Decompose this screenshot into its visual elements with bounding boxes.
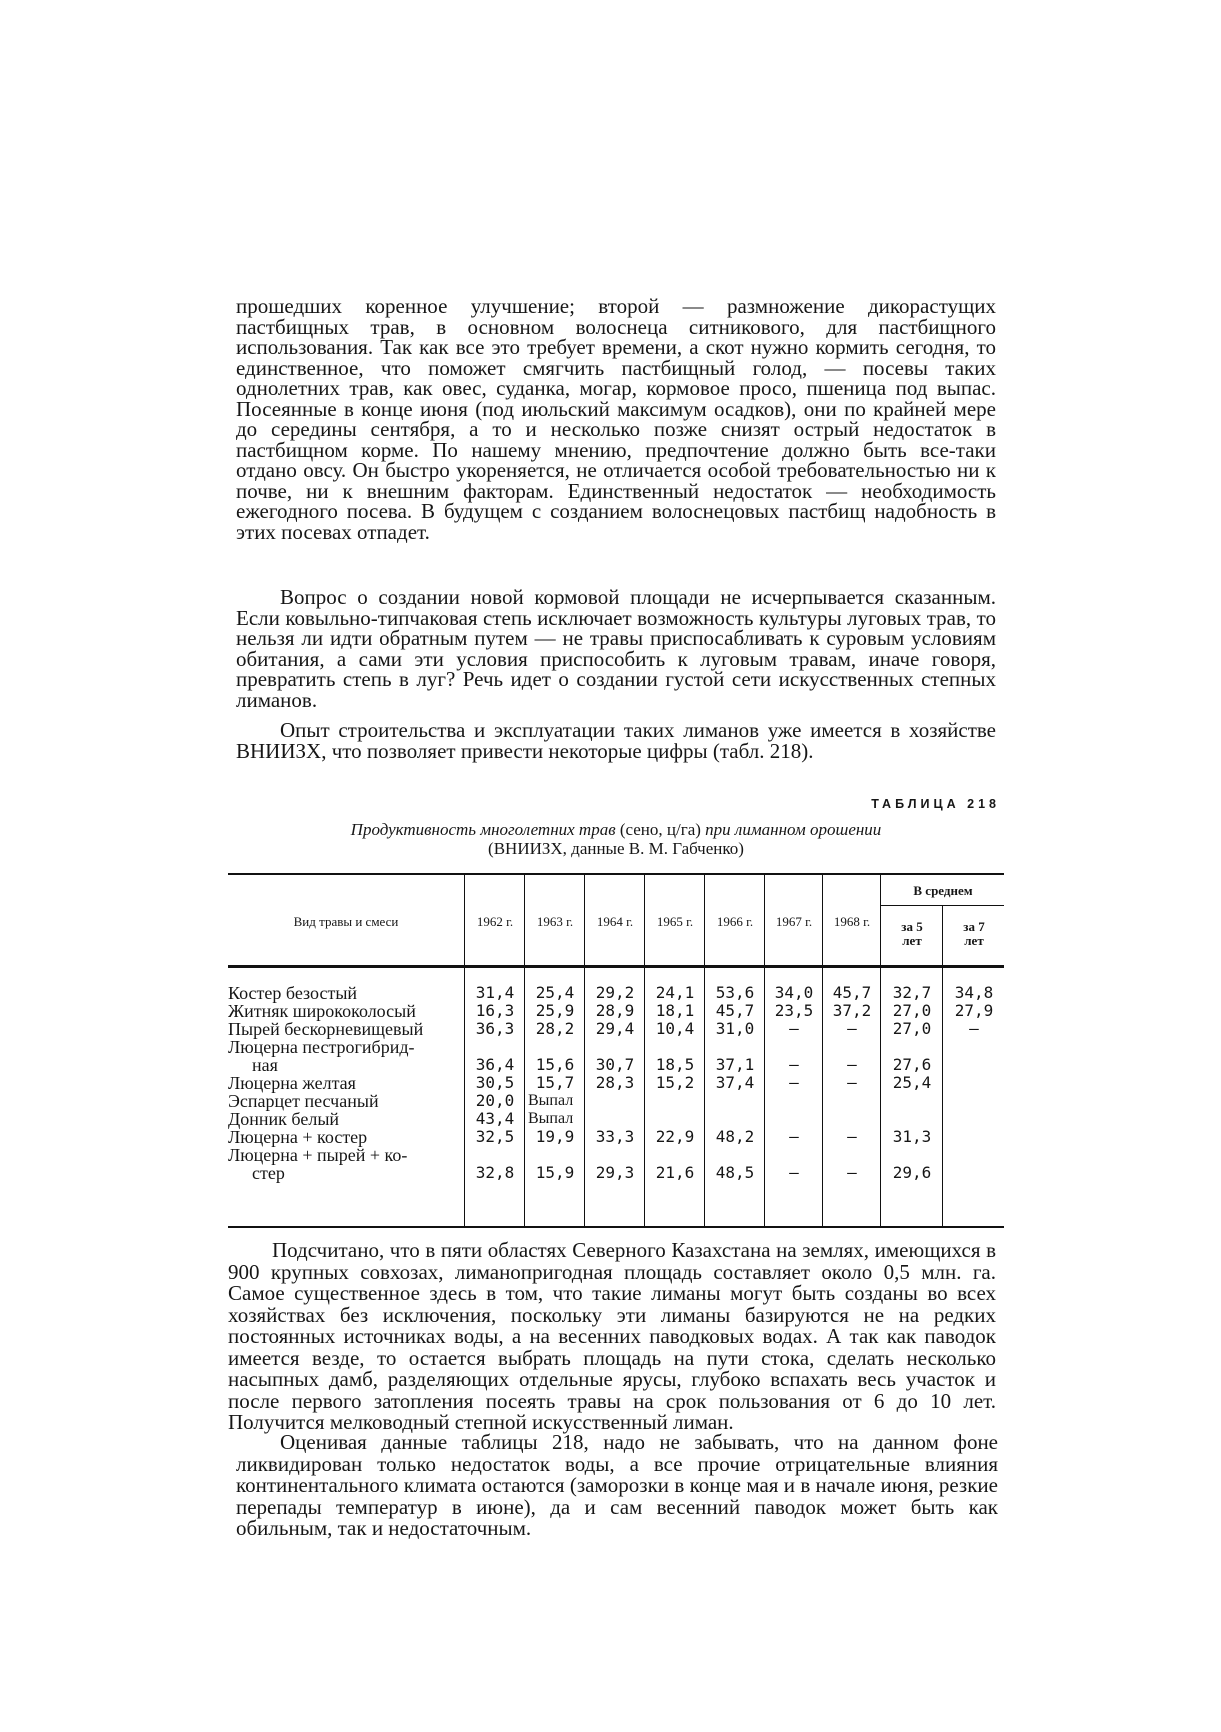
table-cell: 21,6 xyxy=(655,1163,695,1182)
row-name-text: Костер безостый xyxy=(228,983,358,1003)
row-name-text: Эспарцет песчаный xyxy=(228,1091,379,1111)
table-cell: 16,3 xyxy=(475,1001,515,1020)
table-cell: 25,4 xyxy=(892,1073,932,1092)
table-cell: 29,3 xyxy=(595,1163,635,1182)
table-cell: 48,5 xyxy=(715,1163,755,1182)
row-name xyxy=(228,1092,458,1110)
table-cell: 10,4 xyxy=(655,1019,695,1038)
table-cell: — xyxy=(847,1073,857,1092)
table-cell: 29,2 xyxy=(595,983,635,1002)
row-name-text: Люцерна + костер xyxy=(228,1127,368,1147)
table-cell: 30,7 xyxy=(595,1055,635,1074)
table-cell: 25,4 xyxy=(535,983,575,1002)
paragraph-1: прошедших коренное улучшение; второй — размножение дикорастущих пастбищных трав, в основном волоснеца ситникового, для пастбищного использования. Так как все это требует времени, а скот нужно кормить сегодня, то единственное, что поможет смягчить пастбищный голод, — посевы таких однолетних трав, как овес, суданка, могар, кормовое просо, пшеница под выпас. Посеянные в конце июня (под июльский максимум осадков), они по крайней мере до середины сентября, а то и несколько позже снизят острый недостаток в пастбищном корме. По нашему мнению, предпочтение должно быть все-таки отдано овсу. Он быстро укореняется, не отличается особой требовательностью ни к почве, ни к внешним факторам. Единственный недостаток — необходимость ежегодного посева. В будущем с созданием волоснецовых пастбищ надобность в этих посевах отпадет. xyxy=(236,294,996,544)
table-cell: 48,2 xyxy=(715,1127,755,1146)
col-line xyxy=(942,905,943,1228)
table-cell: Выпал xyxy=(528,1092,574,1109)
table-caption xyxy=(236,820,996,858)
table-cell: — xyxy=(789,1127,799,1146)
table-cell: 37,2 xyxy=(832,1001,872,1020)
header-1967: 1967 г. xyxy=(775,914,813,929)
row-name xyxy=(228,984,458,1002)
table-top-rule xyxy=(228,873,1004,875)
table-cell: 32,8 xyxy=(475,1163,515,1182)
table-cell: 27,0 xyxy=(892,1001,932,1020)
header-1965: 1965 г. xyxy=(656,914,694,929)
paragraph-2: Вопрос о создании новой кормовой площади не исчерпывается сказанным. Если ковыльно-типчаковая степь исключает возможность культуры луговых трав, то нельзя ли идти обратным путем — не травы приспосабливать к суровым условиям обитания, а сами эти условия приспособить к луговым травам, иначе говоря, превратить степь в луг? Речь идет о создании густой сети искусственных степных лиманов. xyxy=(236,585,996,712)
table-cell: 34,8 xyxy=(954,983,994,1002)
paragraph-3: Опыт строительства и эксплуатации таких лиманов уже имеется в хозяйстве ВНИИЗХ, что позволяет привести некоторые цифры (табл. 218). xyxy=(236,718,996,763)
row-name xyxy=(228,1038,458,1074)
table-cell: 34,0 xyxy=(774,983,814,1002)
table-cell: 28,2 xyxy=(535,1019,575,1038)
row-name xyxy=(228,1002,458,1020)
table-cell: 18,1 xyxy=(655,1001,695,1020)
row-name xyxy=(228,1110,458,1128)
table-cell: 25,9 xyxy=(535,1001,575,1020)
table-header-rule xyxy=(228,965,1004,968)
table-cell: 22,9 xyxy=(655,1127,695,1146)
table-cell: 37,1 xyxy=(715,1055,755,1074)
table-cell: — xyxy=(847,1163,857,1182)
header-avg5-line1: за 5 xyxy=(901,919,923,934)
caption-italic-2: при лиманном орошении xyxy=(705,820,882,839)
table-cell: 31,4 xyxy=(475,983,515,1002)
row-name-continuation: ная xyxy=(252,1055,278,1075)
table-cell: 28,9 xyxy=(595,1001,635,1020)
table-cell: 31,0 xyxy=(715,1019,755,1038)
paragraph-4: Подсчитано, что в пяти областях Северного Казахстана на землях, имеющихся в 900 крупных совхозах, лиманопригодная площадь составляет около 0,5 млн. га. Самое существенное здесь в том, что такие лиманы могут быть созданы во всех хозяйствах без исключения, поскольку эти лиманы базируются не на редких постоянных источниках воды, а на весенних паводковых водах. А так как паводок имеется везде, то остается выбрать площадь на пути стока, сделать несколько насыпных дамб, разделяющих отдельные ярусы, глубоко вспахать весь участок и после первого затопления посеять травы на срок пользования от 6 до 10 лет. Получится мелководный степной искусственный лиман. xyxy=(228,1238,996,1434)
data-table xyxy=(228,873,1004,1228)
table-cell: 32,7 xyxy=(892,983,932,1002)
table-cell: — xyxy=(847,1019,857,1038)
table-cell: 32,5 xyxy=(475,1127,515,1146)
row-name-text: Люцерна пестрогибрид- xyxy=(228,1037,415,1057)
header-avg5-line2: лет xyxy=(902,933,922,948)
row-name xyxy=(228,1146,458,1182)
table-cell: — xyxy=(847,1127,857,1146)
table-cell: 29,4 xyxy=(595,1019,635,1038)
row-name xyxy=(228,1128,458,1146)
table-cell: 15,9 xyxy=(535,1163,575,1182)
header-1966: 1966 г. xyxy=(716,914,754,929)
table-cell: 24,1 xyxy=(655,983,695,1002)
table-cell: 53,6 xyxy=(715,983,755,1002)
row-name-text: Люцерна + пырей + ко- xyxy=(228,1145,408,1165)
table-cell: 15,6 xyxy=(535,1055,575,1074)
table-cell: 36,3 xyxy=(475,1019,515,1038)
row-name-continuation: стер xyxy=(252,1163,285,1183)
header-average: В среднем xyxy=(913,883,973,898)
table-cell: — xyxy=(847,1055,857,1074)
table-cell: 45,7 xyxy=(715,1001,755,1020)
table-cell: 37,4 xyxy=(715,1073,755,1092)
table-label: ТАБЛИЦА 218 xyxy=(871,797,1000,811)
caption-italic-1: Продуктивность многолетних трав xyxy=(350,820,616,839)
table-cell: 28,3 xyxy=(595,1073,635,1092)
table-cell: 15,7 xyxy=(535,1073,575,1092)
table-cell: 20,0 xyxy=(475,1091,515,1110)
table-cell: 27,0 xyxy=(892,1019,932,1038)
row-name-text: Житняк ширококолосый xyxy=(228,1001,416,1021)
table-cell: 45,7 xyxy=(832,983,872,1002)
table-cell: — xyxy=(789,1163,799,1182)
table-cell: Выпал xyxy=(528,1110,574,1127)
table-cell: 23,5 xyxy=(774,1001,814,1020)
table-cell: 30,5 xyxy=(475,1073,515,1092)
paragraph-5: Оценивая данные таблицы 218, надо не забывать, что на данном фоне ликвидирован только недостаток воды, а все прочие отрицательные влияния континентального климата остаются (заморозки в конце мая и в начале июня, резкие перепады температур в июне), да и сам весенний паводок может быть как обильным, так и недостаточным. xyxy=(236,1430,998,1540)
header-1964: 1964 г. xyxy=(596,914,634,929)
table-cell: 27,6 xyxy=(892,1055,932,1074)
header-1968: 1968 г. xyxy=(833,914,871,929)
header-avg7-line2: лет xyxy=(964,933,984,948)
table-cell: 18,5 xyxy=(655,1055,695,1074)
caption-plain: (сено, ц/га) xyxy=(615,820,706,839)
table-cell: 33,3 xyxy=(595,1127,635,1146)
header-1962: 1962 г. xyxy=(476,914,514,929)
table-cell: 19,9 xyxy=(535,1127,575,1146)
table-bottom-rule xyxy=(228,1226,1004,1228)
table-cell: — xyxy=(789,1055,799,1074)
row-name-text: Люцерна желтая xyxy=(228,1073,356,1093)
table-cell: 36,4 xyxy=(475,1055,515,1074)
header-1963: 1963 г. xyxy=(536,914,574,929)
table-cell: — xyxy=(789,1019,799,1038)
row-name xyxy=(228,1074,458,1092)
table-cell: — xyxy=(969,1019,979,1038)
row-name xyxy=(228,1020,458,1038)
table-cell: 29,6 xyxy=(892,1163,932,1182)
caption-line-2: (ВНИИЗХ, данные В. М. Габченко) xyxy=(488,839,744,858)
header-avg7-line1: за 7 xyxy=(963,919,985,934)
table-cell: 43,4 xyxy=(475,1109,515,1128)
table-cell: — xyxy=(789,1073,799,1092)
table-cell: 27,9 xyxy=(954,1001,994,1020)
table-cell: 15,2 xyxy=(655,1073,695,1092)
header-species: Вид травы и смеси xyxy=(293,914,399,929)
row-name-text: Пырей бескорневищевый xyxy=(228,1019,424,1039)
row-name-text: Донник белый xyxy=(228,1109,340,1129)
table-cell: 31,3 xyxy=(892,1127,932,1146)
